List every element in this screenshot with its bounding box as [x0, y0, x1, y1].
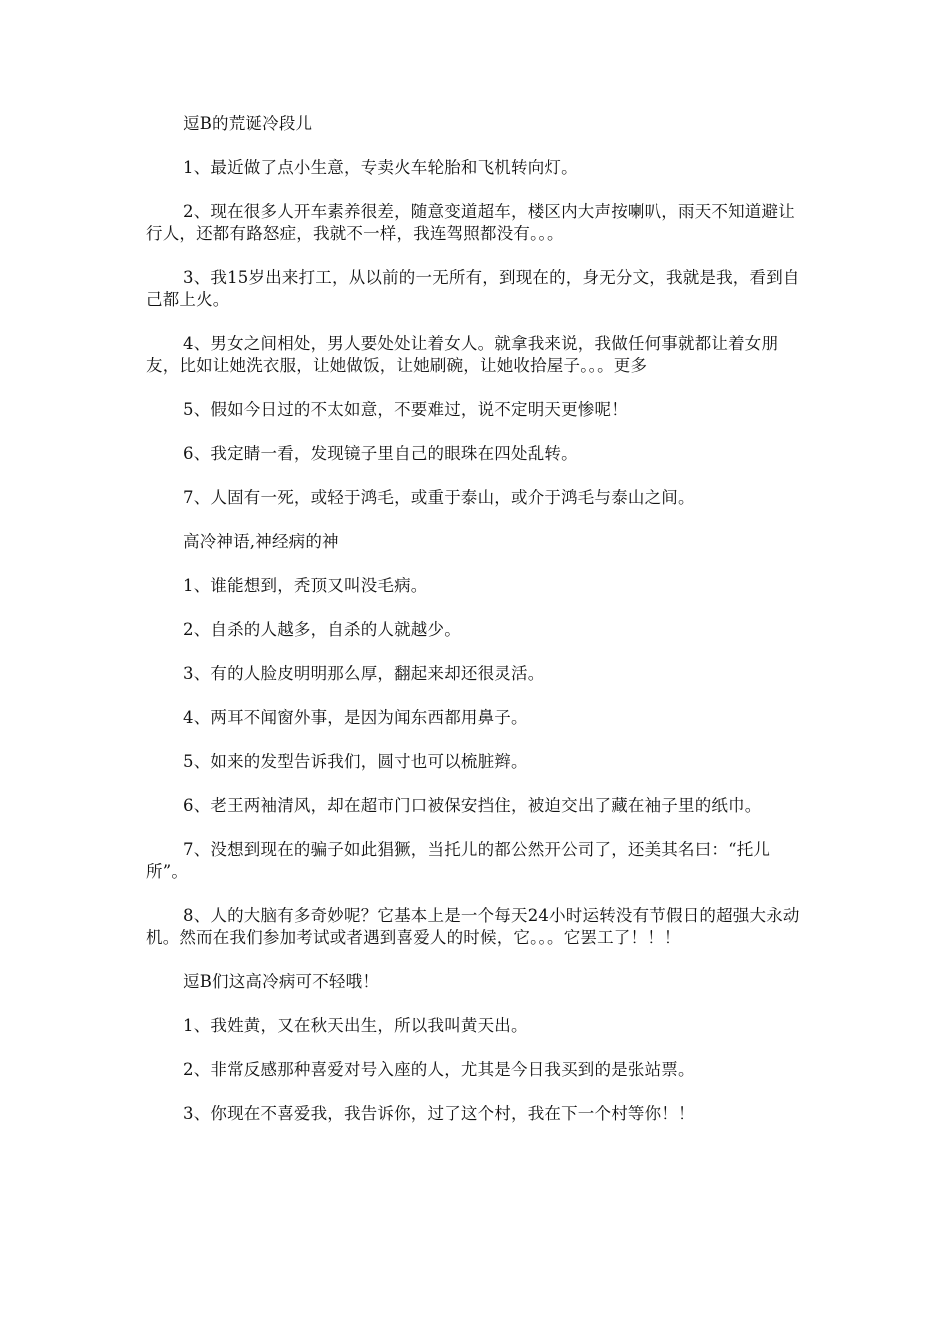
paragraph: 1、我姓黄，又在秋天出生，所以我叫黄天出。	[183, 1016, 528, 1035]
paragraph: 2、非常反感那种喜爱对号入座的人，尤其是今日我买到的是张站票。	[183, 1060, 695, 1079]
section-heading-1: 逗B的荒诞冷段儿	[183, 114, 313, 133]
paragraph: 8、人的大脑有多奇妙呢？它基本上是一个每天24小时运转没有节假日的超强大永动机。然而在我们参加考试或者遇到喜爱人的时候，它。。。它罢工了！！！	[146, 906, 800, 947]
section-heading-2: 高冷神语,神经病的神	[183, 532, 339, 551]
paragraph: 2、现在很多人开车素养很差，随意变道超车，楼区内大声按喇叭，雨天不知道避让行人，还都有路怒症，我就不一样，我连驾照都没有。。。	[146, 202, 795, 243]
paragraph: 1、谁能想到，秃顶又叫没毛病。	[183, 576, 428, 595]
paragraph: 7、人固有一死，或轻于鸿毛，或重于泰山，或介于鸿毛与泰山之间。	[183, 488, 695, 507]
paragraph: 3、你现在不喜爱我，我告诉你，过了这个村，我在下一个村等你！！	[183, 1104, 695, 1123]
paragraph: 2、自杀的人越多，自杀的人就越少。	[183, 620, 461, 639]
document-body	[146, 113, 810, 1147]
paragraph: 5、如来的发型告诉我们，圆寸也可以梳脏辫。	[183, 752, 528, 771]
section-heading-3: 逗B们这高冷病可不轻哦！	[183, 972, 380, 991]
paragraph: 5、假如今日过的不太如意，不要难过，说不定明天更惨呢！	[183, 400, 628, 419]
paragraph: 6、我定睛一看，发现镜子里自己的眼珠在四处乱转。	[183, 444, 578, 463]
paragraph: 3、有的人脸皮明明那么厚，翻起来却还很灵活。	[183, 664, 545, 683]
paragraph: 3、我15岁出来打工，从以前的一无所有，到现在的，身无分文，我就是我，看到自己都上火。	[146, 268, 800, 309]
paragraph: 1、最近做了点小生意，专卖火车轮胎和飞机转向灯。	[183, 158, 578, 177]
paragraph: 7、没想到现在的骗子如此猖獗，当托儿的都公然开公司了，还美其名曰：“托儿所”。	[146, 840, 771, 881]
paragraph: 6、老王两袖清风，却在超市门口被保安挡住，被迫交出了藏在袖子里的纸巾。	[183, 796, 762, 815]
paragraph: 4、男女之间相处，男人要处处让着女人。就拿我来说，我做任何事就都让着女朋友，比如让她洗衣服，让她做饭，让她刷碗，让她收拾屋子。。。更多	[146, 334, 779, 375]
paragraph: 4、两耳不闻窗外事，是因为闻东西都用鼻子。	[183, 708, 528, 727]
